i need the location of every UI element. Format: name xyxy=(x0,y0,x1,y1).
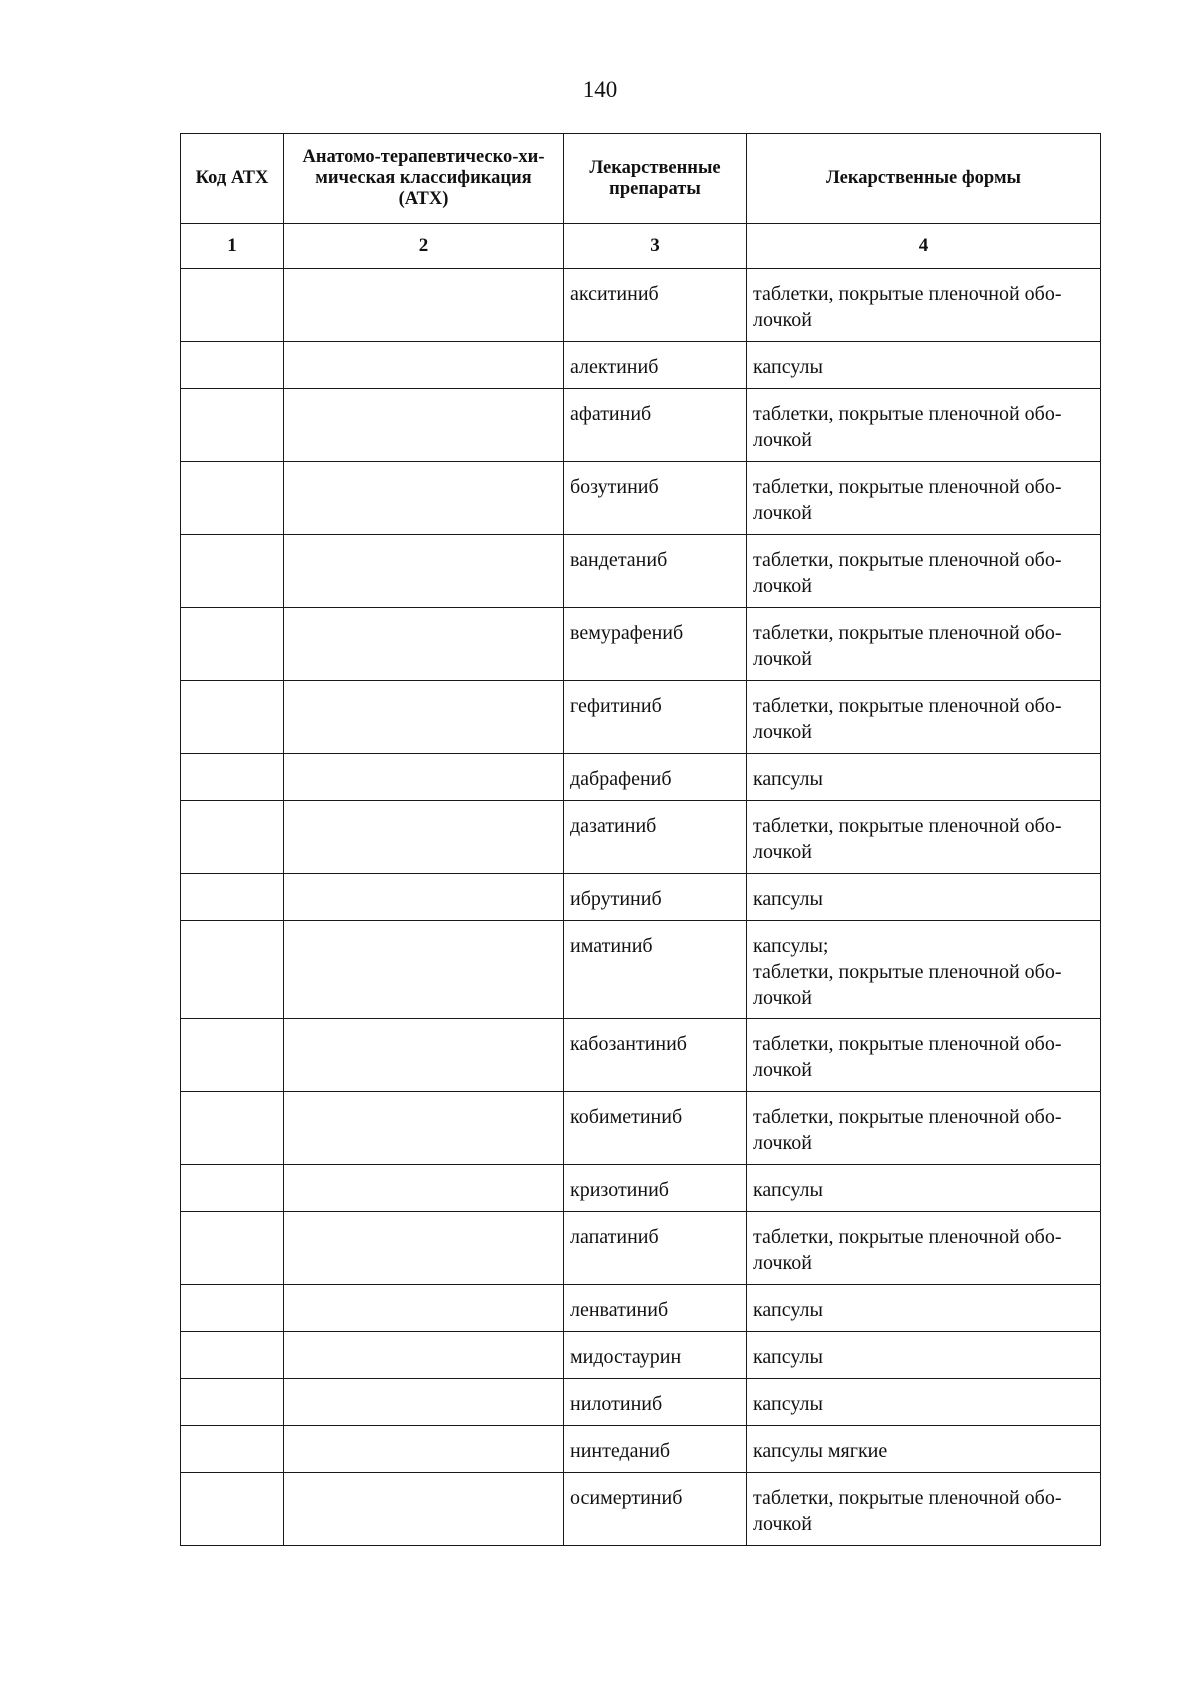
table-header-row xyxy=(181,134,1101,224)
atx-classification-cell xyxy=(284,874,564,921)
dosage-form-line: капсулы мягкие xyxy=(753,1440,888,1462)
table-row xyxy=(181,874,1101,921)
atx-code-cell xyxy=(181,1332,284,1379)
drug-name-cell: кабозантиниб xyxy=(564,1019,747,1092)
dosage-form-line: лочкой xyxy=(753,1132,812,1154)
atx-code-cell xyxy=(181,754,284,801)
drug-name-cell: мидостаурин xyxy=(564,1332,747,1379)
dosage-form-cell xyxy=(747,1426,1101,1473)
atx-code-cell xyxy=(181,1212,284,1285)
dosage-form-line: лочкой xyxy=(753,429,812,451)
drug-name-cell: кризотиниб xyxy=(564,1165,747,1212)
table-row xyxy=(181,681,1101,754)
table-row xyxy=(181,1165,1101,1212)
dosage-form-line: капсулы xyxy=(753,1346,823,1368)
dosage-form-cell xyxy=(747,921,1101,1019)
atx-classification-cell xyxy=(284,608,564,681)
header-atx-classification: Анатомо-терапевтическо-хи- мическая классификация (АТХ) xyxy=(284,134,564,224)
atx-code-cell xyxy=(181,874,284,921)
drug-name-cell: вемурафениб xyxy=(564,608,747,681)
drug-name-cell: кобиметиниб xyxy=(564,1092,747,1165)
table-body xyxy=(181,269,1101,1546)
atx-code-cell xyxy=(181,921,284,1019)
atx-classification-cell xyxy=(284,681,564,754)
dosage-form-line: таблетки, покрытые пленочной обо- xyxy=(753,549,1062,571)
dosage-form-line: капсулы xyxy=(753,1179,823,1201)
drug-name-cell: вандетаниб xyxy=(564,535,747,608)
dosage-form-line: капсулы xyxy=(753,1299,823,1321)
atx-classification-cell xyxy=(284,1212,564,1285)
table-row xyxy=(181,1092,1101,1165)
dosage-form-line: капсулы xyxy=(753,888,823,910)
dosage-form-cell xyxy=(747,1212,1101,1285)
dosage-form-line: лочкой xyxy=(753,1513,812,1535)
table-row xyxy=(181,389,1101,462)
atx-code-cell xyxy=(181,462,284,535)
drug-name-cell: дазатиниб xyxy=(564,801,747,874)
dosage-form-line: таблетки, покрытые пленочной обо- xyxy=(753,476,1062,498)
drug-name-cell: акситиниб xyxy=(564,269,747,342)
atx-classification-cell xyxy=(284,1285,564,1332)
table-row xyxy=(181,1379,1101,1426)
dosage-form-line: таблетки, покрытые пленочной обо- xyxy=(753,961,1062,983)
dosage-form-line: таблетки, покрытые пленочной обо- xyxy=(753,1033,1062,1055)
column-number: 2 xyxy=(284,224,564,269)
table-row xyxy=(181,269,1101,342)
table-row xyxy=(181,462,1101,535)
dosage-form-line: таблетки, покрытые пленочной обо- xyxy=(753,815,1062,837)
column-number: 1 xyxy=(181,224,284,269)
drug-name-cell: гефитиниб xyxy=(564,681,747,754)
dosage-form-line: лочкой xyxy=(753,841,812,863)
table-row xyxy=(181,921,1101,1019)
table-row xyxy=(181,1332,1101,1379)
dosage-form-line: лочкой xyxy=(753,721,812,743)
atx-code-cell xyxy=(181,1092,284,1165)
drug-name-cell: лапатиниб xyxy=(564,1212,747,1285)
atx-code-cell xyxy=(181,1165,284,1212)
dosage-form-cell xyxy=(747,389,1101,462)
dosage-form-line: капсулы xyxy=(753,768,823,790)
dosage-form-line: лочкой xyxy=(753,1059,812,1081)
table-row xyxy=(181,608,1101,681)
atx-code-cell xyxy=(181,342,284,389)
table-row xyxy=(181,1426,1101,1473)
table-row xyxy=(181,342,1101,389)
table-row xyxy=(181,1285,1101,1332)
atx-code-cell xyxy=(181,1019,284,1092)
header-dosage-forms: Лекарственные формы xyxy=(747,134,1101,224)
table-row xyxy=(181,754,1101,801)
page-number: 140 xyxy=(582,77,618,102)
dosage-form-line: таблетки, покрытые пленочной обо- xyxy=(753,403,1062,425)
atx-classification-cell xyxy=(284,1092,564,1165)
atx-classification-cell xyxy=(284,754,564,801)
atx-drug-table xyxy=(180,133,1101,1546)
dosage-form-line: капсулы; xyxy=(753,935,829,957)
dosage-form-cell xyxy=(747,342,1101,389)
atx-classification-cell xyxy=(284,535,564,608)
drug-name-cell: осимертиниб xyxy=(564,1473,747,1546)
atx-code-cell xyxy=(181,681,284,754)
dosage-form-line: лочкой xyxy=(753,575,812,597)
column-number-row xyxy=(181,224,1101,269)
dosage-form-cell xyxy=(747,1092,1101,1165)
dosage-form-line: таблетки, покрытые пленочной обо- xyxy=(753,1226,1062,1248)
atx-code-cell xyxy=(181,1473,284,1546)
dosage-form-line: таблетки, покрытые пленочной обо- xyxy=(753,283,1062,305)
dosage-form-cell xyxy=(747,1285,1101,1332)
dosage-form-cell xyxy=(747,874,1101,921)
atx-classification-cell xyxy=(284,1165,564,1212)
atx-code-cell xyxy=(181,1426,284,1473)
header-drugs: Лекарственные препараты xyxy=(564,134,747,224)
header-atx-code: Код АТХ xyxy=(181,134,284,224)
table-row xyxy=(181,1212,1101,1285)
dosage-form-line: лочкой xyxy=(753,502,812,524)
atx-code-cell xyxy=(181,269,284,342)
drug-name-cell: нилотиниб xyxy=(564,1379,747,1426)
atx-code-cell xyxy=(181,1285,284,1332)
atx-classification-cell xyxy=(284,462,564,535)
atx-code-cell xyxy=(181,535,284,608)
dosage-form-line: лочкой xyxy=(753,1252,812,1274)
dosage-form-line: капсулы xyxy=(753,1393,823,1415)
atx-code-cell xyxy=(181,801,284,874)
dosage-form-cell xyxy=(747,681,1101,754)
dosage-form-line: лочкой xyxy=(753,309,812,331)
atx-classification-cell xyxy=(284,342,564,389)
atx-classification-cell xyxy=(284,801,564,874)
dosage-form-line: капсулы xyxy=(753,356,823,378)
dosage-form-cell xyxy=(747,1332,1101,1379)
dosage-form-cell xyxy=(747,608,1101,681)
dosage-form-line: таблетки, покрытые пленочной обо- xyxy=(753,695,1062,717)
atx-code-cell xyxy=(181,389,284,462)
atx-classification-cell xyxy=(284,389,564,462)
drug-name-cell: ибрутиниб xyxy=(564,874,747,921)
atx-code-cell xyxy=(181,608,284,681)
dosage-form-line: таблетки, покрытые пленочной обо- xyxy=(753,1487,1062,1509)
dosage-form-cell xyxy=(747,269,1101,342)
drug-name-cell: иматиниб xyxy=(564,921,747,1019)
atx-classification-cell xyxy=(284,1019,564,1092)
drug-name-cell: дабрафениб xyxy=(564,754,747,801)
atx-classification-cell xyxy=(284,1426,564,1473)
dosage-form-line: лочкой xyxy=(753,987,812,1009)
table-row xyxy=(181,1019,1101,1092)
dosage-form-line: таблетки, покрытые пленочной обо- xyxy=(753,1106,1062,1128)
dosage-form-line: таблетки, покрытые пленочной обо- xyxy=(753,622,1062,644)
drug-name-cell: ленватиниб xyxy=(564,1285,747,1332)
dosage-form-cell xyxy=(747,1473,1101,1546)
dosage-form-cell xyxy=(747,1379,1101,1426)
dosage-form-cell xyxy=(747,754,1101,801)
drug-name-cell: нинтеданиб xyxy=(564,1426,747,1473)
drug-name-cell: алектиниб xyxy=(564,342,747,389)
dosage-form-cell xyxy=(747,1019,1101,1092)
atx-code-cell xyxy=(181,1379,284,1426)
dosage-form-cell xyxy=(747,1165,1101,1212)
atx-classification-cell xyxy=(284,1332,564,1379)
drug-name-cell: бозутиниб xyxy=(564,462,747,535)
atx-classification-cell xyxy=(284,269,564,342)
atx-classification-cell xyxy=(284,921,564,1019)
dosage-form-cell xyxy=(747,801,1101,874)
table-row xyxy=(181,535,1101,608)
column-number: 3 xyxy=(564,224,747,269)
dosage-form-cell xyxy=(747,535,1101,608)
atx-classification-cell xyxy=(284,1473,564,1546)
table-row xyxy=(181,1473,1101,1546)
dosage-form-line: лочкой xyxy=(753,648,812,670)
atx-classification-cell xyxy=(284,1379,564,1426)
column-number: 4 xyxy=(747,224,1101,269)
table-row xyxy=(181,801,1101,874)
drug-name-cell: афатиниб xyxy=(564,389,747,462)
dosage-form-cell xyxy=(747,462,1101,535)
